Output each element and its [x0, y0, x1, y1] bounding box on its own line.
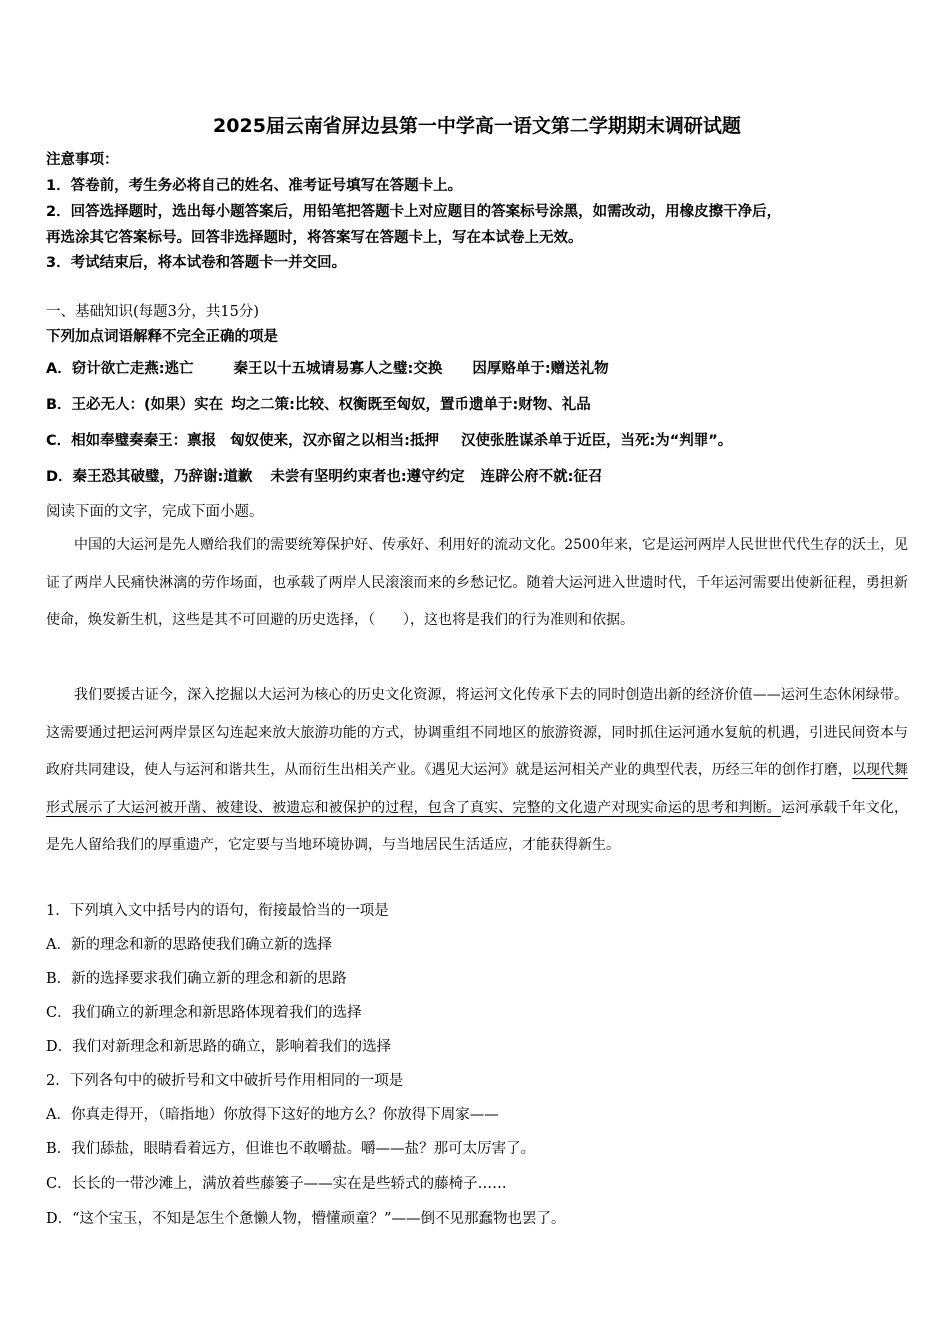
option-c-part1: C．相如奉璧奏秦王：禀报: [46, 433, 217, 449]
paragraph-2-underlined: 以现代舞形式展示了大运河被开凿、被建设、被遗忘和被保护的过程，包含了真实、完整的文化遗产对现实命运的思考和判断。: [46, 762, 909, 816]
option-row-d: [46, 467, 908, 487]
notice-item-2: 2．回答选择题时，选出每小题答案后，用铅笔把答题卡上对应题目的答案标号涂黑，如需改动，用橡皮擦干净后，: [46, 204, 782, 220]
exam-page: [46, 0, 908, 1344]
q1-option-d: D．我们对新理念和新思路的确立，影响着我们的选择: [46, 1039, 392, 1055]
q2-option-b: B．我们舔盐，眼睛看着远方，但谁也不敢嚼盐。嚼——盐？那可太厉害了。: [46, 1141, 536, 1157]
option-a-part2: 秦王以十五城请易寡人之璧:交换: [233, 361, 443, 377]
q1-option-b: B．新的选择要求我们确立新的理念和新的思路: [46, 971, 347, 987]
paragraph-2-text-after: 运河承载千年文化，是先人留给我们的厚重遗产，它定要与当地环境协调，与当地居民生活适应，才能获得新生。: [46, 799, 909, 853]
reading-instruction: 阅读下面的文字，完成下面小题。: [46, 504, 264, 520]
notice-item-1: 1．答卷前，考生务必将自己的姓名、准考证号填写在答题卡上。: [46, 178, 463, 194]
reading-paragraph-2: [46, 677, 908, 865]
option-a-part3: 因厚赂单于:赠送礼物: [472, 361, 609, 377]
option-row-c: [46, 431, 908, 451]
q2-option-c: C．长长的一带沙滩上，满放着些藤篓子——实在是些轿式的藤椅子……: [46, 1176, 507, 1192]
option-row-a: [46, 359, 908, 379]
notice-heading: 注意事项：: [46, 152, 119, 168]
q2-option-a: A．你真走得开，（暗指地）你放得下这好的地方么？你放得下周家——: [46, 1107, 499, 1123]
option-b-part1: B．王必无人：(如果）实在: [46, 397, 224, 413]
option-row-b: [46, 395, 908, 415]
notice-item-2-cont: 再选涂其它答案标号。回答非选择题时，将答案写在答题卡上，写在本试卷上无效。: [46, 230, 583, 246]
exam-title: 2025届云南省屏边县第一中学高一语文第二学期期末调研试题: [213, 115, 741, 137]
q2-option-d: D．“这个宝玉，不知是怎生个惫懒人物，懵懂顽童？”——倒不见那蠢物也罢了。: [46, 1211, 566, 1227]
q1-option-a: A．新的理念和新的思路使我们确立新的选择: [46, 937, 332, 953]
paragraph-2-text-before: 我们要援古证今，深入挖掘以大运河为核心的历史文化资源，将运河文化传承下去的同时创造出新的经济价值——运河生态休闲绿带。这需要通过把运河两岸景区勾连起来放大旅游功能的方式，协调重组不同地区的旅游资源，同时抓住运河通水复航的机遇，引进民间资本与政府共同建设，使人与运河和谐共生，从而衍生出相关产业。《遇见大运河》就是运河相关产业的典型代表，历经三年的创作打磨，: [46, 687, 908, 778]
reading-paragraph-1: 中国的大运河是先人赠给我们的需要统筹保护好、传承好、利用好的流动文化。2500年来，它是运河两岸人民世世代代生存的沃土，见证了两岸人民痛快淋漓的劳作场面，也承载了两岸人民滚滚而来的乡愁记忆。随着大运河进入世遗时代，千年运河需要出使新征程，勇担新使命，焕发新生机，这些是其不可回避的历史选择，（ ），这也将是我们的行为准则和依据。: [46, 537, 908, 628]
q1-option-c: C．我们确立的新理念和新思路体现着我们的选择: [46, 1005, 362, 1021]
option-a-part1: A．窃计欲亡走燕:逃亡: [46, 361, 194, 377]
option-c-part2: 匈奴使来，汉亦留之以相当:抵押: [230, 433, 439, 449]
notice-item-3: 3．考试结束后，将本试卷和答题卡一并交回。: [46, 255, 347, 271]
section-heading: 一、基础知识(每题3分，共15分): [46, 304, 259, 320]
section-question: 下列加点词语解释不完全正确的项是: [46, 329, 278, 345]
q2-stem: 2．下列各句中的破折号和文中破折号作用相同的一项是: [46, 1073, 404, 1089]
option-b-part2: 均之二策:比较、权衡既至匈奴，置币遗单于:财物、礼品: [231, 397, 591, 413]
option-d-part1: D．秦王恐其破璧，乃辞谢:道歉: [46, 469, 253, 485]
option-c-part3: 汉使张胜谋杀单于近臣，当死:为“判罪”。: [460, 433, 733, 449]
option-d-part3: 连辟公府不就:征召: [480, 469, 603, 485]
option-d-part2: 未尝有坚明约束者也:遵守约定: [270, 469, 465, 485]
q1-stem: 1．下列填入文中括号内的语句，衔接最恰当的一项是: [46, 903, 389, 919]
